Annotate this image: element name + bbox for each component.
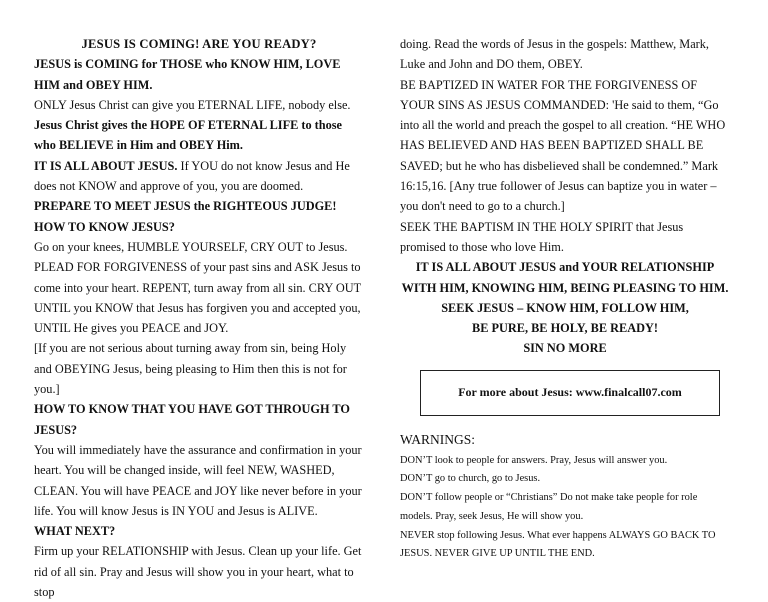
how-to-know-heading: HOW TO KNOW JESUS? bbox=[34, 219, 175, 234]
page-title: JESUS IS COMING! ARE YOU READY? bbox=[81, 37, 317, 51]
how-to-know-text: Go on your knees, HUMBLE YOURSELF, CRY OUT to Jesus. PLEAD FOR FORGIVENESS of your past sins and ASK Jesus to come into your heart. REPENT, turn away from all sin. CRY OUT UNTIL you KNOW that Jesus has forgiven you and accepted you, UNTIL He gives you PEACE and JOY. bbox=[34, 239, 361, 336]
sin-no-more-line: SIN NO MORE bbox=[523, 341, 607, 356]
relationship-heading: IT IS ALL ABOUT JESUS and YOUR RELATIONSHIP WITH HIM, KNOWING HIM, BEING PLEASING TO HIM. bbox=[401, 260, 729, 295]
what-next-text: Firm up your RELATIONSHIP with Jesus. Clean up your life. Get rid of all sin. Pray and Jesus will show you in your heart, what to stop bbox=[34, 544, 362, 600]
warning-item: DON’T go to church, go to Jesus. bbox=[400, 473, 541, 485]
seek-jesus-line: SEEK JESUS – KNOW HIM, FOLLOW HIM, bbox=[441, 300, 689, 315]
holy-spirit-text: SEEK THE BAPTISM IN THE HOLY SPIRIT that Jesus promised to those who love Him. bbox=[400, 219, 684, 254]
warning-item: NEVER stop following Jesus. What ever happens ALWAYS GO BACK TO JESUS. NEVER GIVE UP UNTIL THE END. bbox=[400, 529, 716, 560]
hope-text: Jesus Christ gives the HOPE OF ETERNAL LIFE to those who BELIEVE in Him and OBEY Him. bbox=[34, 118, 343, 153]
all-about-jesus-rest: If YOU do not know Jesus and He does not KNOW and approve of you, you are doomed. bbox=[34, 158, 350, 194]
warning-item: DON’T follow people or “Christians” Do not make take people for role models. Pray, seek Jesus, He will show you. bbox=[400, 492, 698, 522]
website-text: For more about Jesus: www.finalcall07.com bbox=[458, 385, 682, 400]
be-pure-line: BE PURE, BE HOLY, BE READY! bbox=[472, 321, 658, 336]
serious-note: [If you are not serious about turning away from sin, being Holy and OBEYING Jesus, being pleasing to Him then this is not for you.] bbox=[34, 341, 347, 397]
all-about-jesus-lead: IT IS ALL ABOUT JESUS. bbox=[34, 158, 178, 173]
intro-heading: JESUS is COMING for THOSE who KNOW HIM, LOVE HIM and OBEY HIM. bbox=[34, 57, 341, 92]
right-column bbox=[400, 34, 730, 564]
gospels-text: doing. Read the words of Jesus in the gospels: Matthew, Mark, Luke and John and DO them, OBEY. bbox=[400, 37, 709, 72]
warning-item: DON’T look to people for answers. Pray, Jesus will answer you. bbox=[400, 454, 668, 466]
prepare-heading: PREPARE TO MEET JESUS the RIGHTEOUS JUDGE! bbox=[34, 199, 337, 214]
left-column bbox=[34, 34, 364, 602]
warnings-title: WARNINGS: bbox=[400, 431, 476, 447]
eternal-life-text: ONLY Jesus Christ can give you ETERNAL LIFE, nobody else. bbox=[34, 97, 351, 112]
baptism-water-text: BE BAPTIZED IN WATER FOR THE FORGIVENESS OF YOUR SINS AS JESUS COMMANDED: 'He said to them, “Go into all the world and preach the gospel to all creation. “HE WHO HAS BELIEVED AND HAS BEEN BAPTIZED SHALL BE SAVED; but he who has disbelieved shall be condemned.” Mark 16:15,16. [Any true follower of Jesus can baptize you in water – you don't need to go to a church.] bbox=[400, 77, 726, 214]
website-box bbox=[420, 370, 720, 416]
all-about-jesus-paragraph bbox=[34, 156, 364, 197]
got-through-heading: HOW TO KNOW THAT YOU HAVE GOT THROUGH TO JESUS? bbox=[34, 402, 350, 437]
assurance-text: You will immediately have the assurance and confirmation in your heart. You will be changed inside, will feel NEW, WASHED, CLEAN. You will have PEACE and JOY like never before in your life. You will know Jesus is IN YOU and Jesus is ALIVE. bbox=[34, 442, 362, 518]
what-next-heading: WHAT NEXT? bbox=[34, 524, 116, 539]
